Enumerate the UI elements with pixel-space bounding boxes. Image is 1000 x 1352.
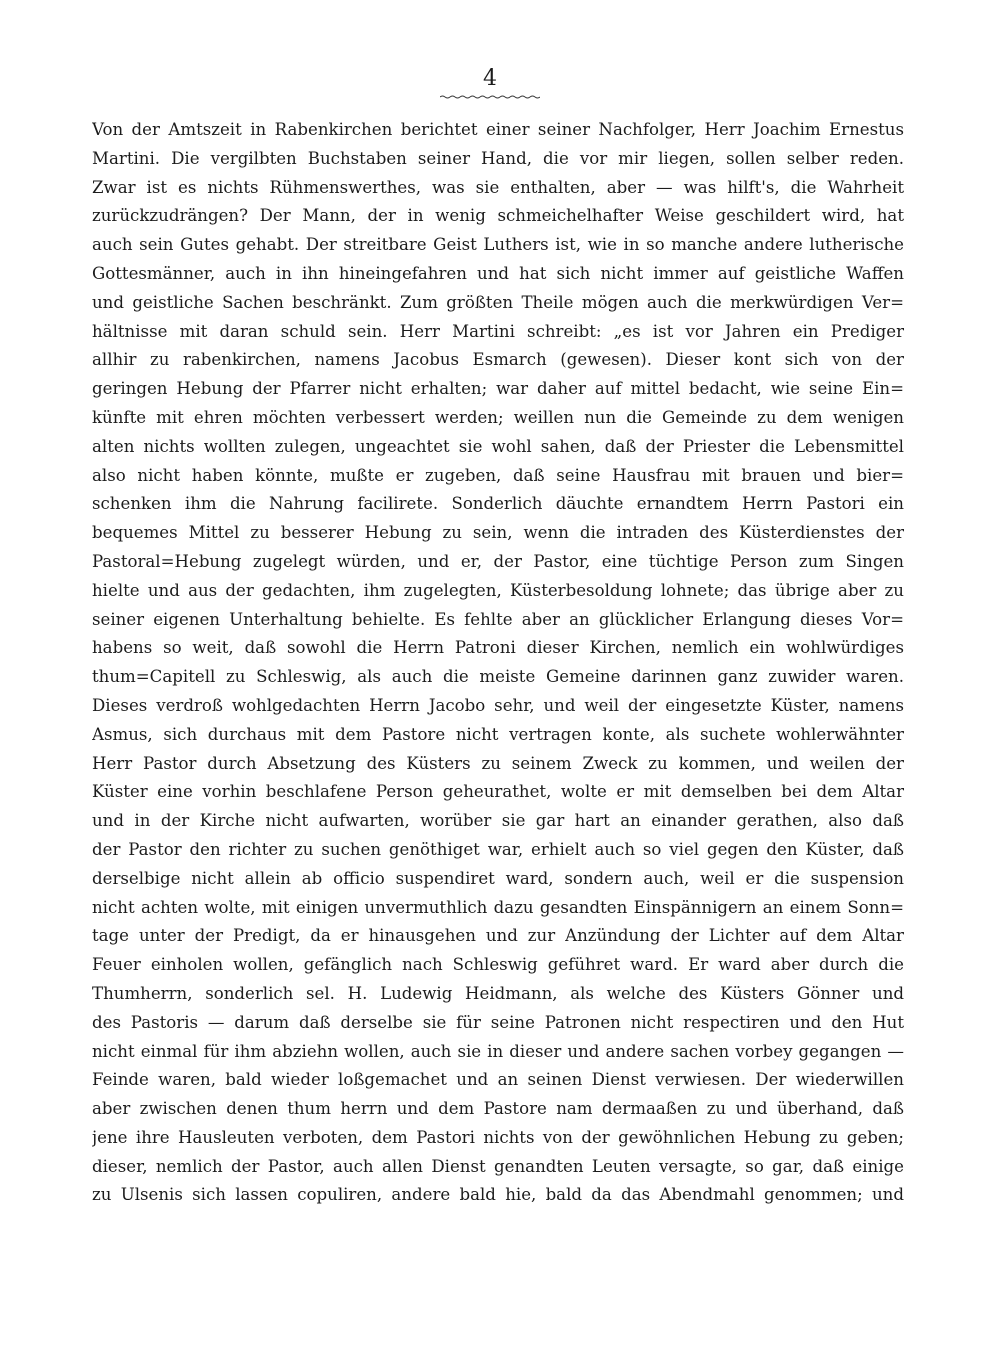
text-line: schenken ihm die Nahrung facilirete. Sonderlich däuchte ernandtem Herrn Pastori ein: [92, 494, 904, 514]
text-line: tage unter der Predigt, da er hinausgehen und zur Anzündung der Lichter auf dem Altar: [92, 926, 904, 946]
text-line: künfte mit ehren möchten verbessert werden; weillen nun die Gemeinde zu dem wenigen: [92, 407, 904, 427]
text-line: Pastoral=Hebung zugelegt würden, und er, der Pastor, eine tüchtige Person zum Singen: [92, 551, 904, 571]
text-line: habens so weit, daß sowohl die Herrn Patroni dieser Kirchen, nemlich ein wohlwürdiges: [92, 638, 904, 658]
text-line: Von der Amtszeit in Rabenkirchen berichtet einer seiner Nachfolger, Herr Joachim Ernestus: [92, 120, 904, 139]
text-line: nicht achten wolte, mit einigen unvermuthlich dazu gesandten Einspännigern an einem Sonn=: [92, 897, 904, 917]
text-line: Zwar ist es nichts Rühmenswerthes, was sie enthalten, aber — was hilft's, die Wahrheit: [92, 177, 904, 197]
text-line: dieser, nemlich der Pastor, auch allen Dienst genandten Leuten versagte, so gar, daß einige: [92, 1156, 904, 1176]
text-line: Küster eine vorhin beschlafene Person geheurathet, wolte er mit demselben bei dem Altar: [92, 782, 904, 802]
text-line: zu Ulsenis sich lassen copuliren, andere bald hie, bald da das Abendmahl genommen; und: [92, 1185, 904, 1205]
text-line: also nicht haben könnte, mußte er zugeben, daß seine Hausfrau mit brauen und bier=: [92, 465, 904, 485]
text-line: und in der Kirche nicht aufwarten, worüber sie gar hart an einander gerathen, also daß: [92, 811, 904, 831]
text-line: Herr Pastor durch Absetzung des Küsters zu seinem Zweck zu kommen, und weilen der: [92, 753, 904, 773]
text-line: Dieses verdroß wohlgedachten Herrn Jacobo sehr, und weil der eingesetzte Küster, namens: [92, 695, 904, 715]
page-number: 4: [483, 66, 497, 91]
text-line: allhir zu rabenkirchen, namens Jacobus Esmarch (gewesen). Dieser kont sich von der: [92, 350, 904, 370]
page-number-ornament: [440, 95, 540, 99]
text-line: Feuer einholen wollen, gefänglich nach Schleswig geführet ward. Er ward aber durch die: [92, 955, 904, 975]
text-line: des Pastoris — darum daß derselbe sie für seine Patronen nicht respectiren und den Hut: [92, 1012, 904, 1032]
text-line: jene ihre Hausleuten verboten, dem Pastori nichts von der gewöhnlichen Hebung zu geben;: [92, 1127, 904, 1147]
text-line: Feinde waren, bald wieder loßgemachet und an seinen Dienst verwiesen. Der wiederwillen: [92, 1070, 904, 1090]
text-line: und geistliche Sachen beschränkt. Zum größten Theile mögen auch die merkwürdigen Ver=: [92, 292, 904, 312]
text-line: thum=Capitell zu Schleswig, als auch die meiste Gemeine darinnen ganz zuwider waren.: [92, 667, 904, 687]
text-line: hältnisse mit daran schuld sein. Herr Martini schreibt: „es ist vor Jahren ein Prediger: [92, 321, 904, 341]
text-line: derselbige nicht allein ab officio suspendiret ward, sondern auch, weil er die suspension: [92, 868, 904, 888]
text-line: auch sein Gutes gehabt. Der streitbare Geist Luthers ist, wie in so manche andere lutherische: [92, 235, 904, 255]
body-text: [92, 116, 904, 1210]
text-line: alten nichts wollten zulegen, ungeachtet sie wohl sahen, daß der Priester die Lebensmittel: [92, 436, 904, 456]
text-line: seiner eigenen Unterhaltung behielte. Es fehlte aber an glücklicher Erlangung dieses Vor=: [92, 609, 904, 629]
text-line: hielte und aus der gedachten, ihm zugelegten, Küsterbesoldung lohnete; das übrige aber zu: [92, 580, 904, 600]
text-line: Asmus, sich durchaus mit dem Pastore nicht vertragen konte, als suchete wohlerwähnter: [92, 724, 904, 744]
text-line: nicht einmal für ihm abziehn wollen, auch sie in dieser und andere sachen vorbey gegangen —: [92, 1041, 904, 1061]
text-line: der Pastor den richter zu suchen genöthiget war, erhielt auch so viel gegen den Küster, daß: [92, 839, 904, 859]
text-line: geringen Hebung der Pfarrer nicht erhalten; war daher auf mittel bedacht, wie seine Ein=: [92, 379, 904, 399]
text-line: aber zwischen denen thum herrn und dem Pastore nam dermaaßen zu und überhand, daß: [92, 1099, 904, 1119]
text-line: Martini. Die vergilbten Buchstaben seiner Hand, die vor mir liegen, sollen selber reden.: [92, 148, 904, 168]
text-line: zurückzudrängen? Der Mann, der in wenig schmeichelhafter Weise geschildert wird, hat: [92, 206, 904, 226]
text-line: Gottesmänner, auch in ihn hineingefahren und hat sich nicht immer auf geistliche Waffen: [92, 263, 904, 283]
text-line: bequemes Mittel zu besserer Hebung zu sein, wenn die intraden des Küsterdienstes der: [92, 523, 904, 543]
text-line: Thumherrn, sonderlich sel. H. Ludewig Heidmann, als welche des Küsters Gönner und: [92, 983, 904, 1003]
